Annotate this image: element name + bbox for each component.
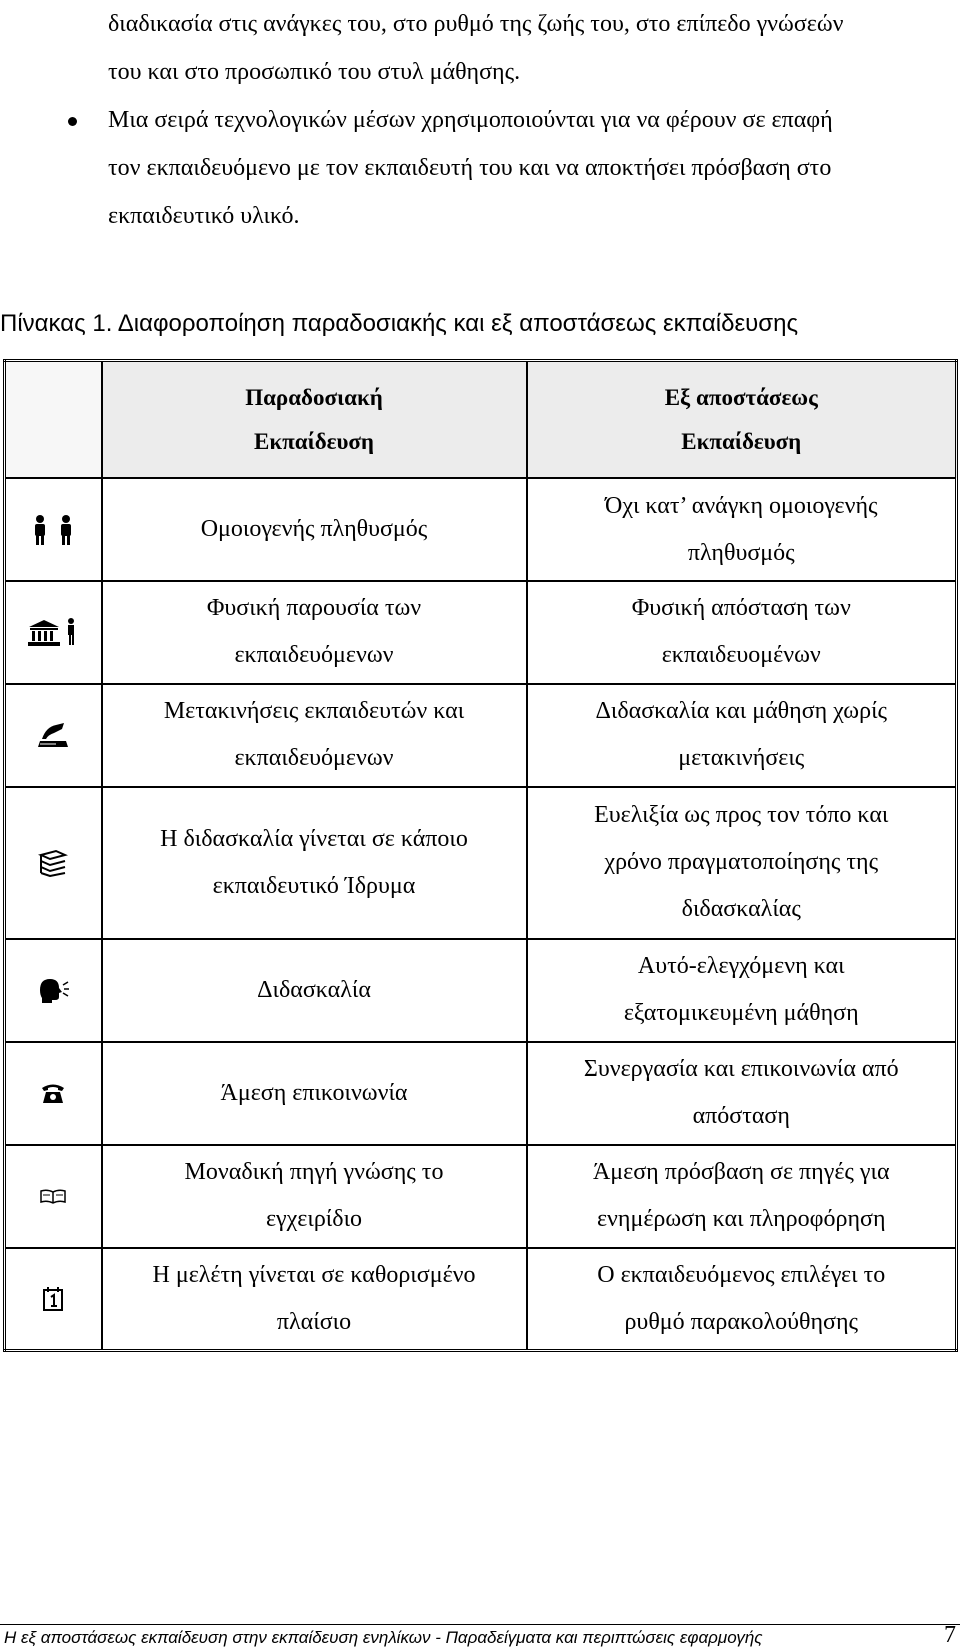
intro-line: του και στο προσωπικό του στυλ μάθησης.	[108, 59, 521, 85]
cell-text: Όχι κατ’ ανάγκη ομοιογενής	[604, 492, 878, 519]
row-icon-cell	[5, 1042, 102, 1145]
distance-cell	[527, 684, 957, 787]
intro-paragraph	[108, 0, 928, 96]
row-icon-cell	[5, 1145, 102, 1248]
cell-text: Ο εκπαιδευόμενος επιλέγει το	[597, 1261, 886, 1288]
cell-text: Αυτό-ελεγχόμενη και	[637, 953, 845, 980]
two-people-icon	[6, 514, 101, 546]
distance-cell	[527, 939, 957, 1042]
cell-text: απόσταση	[692, 1103, 790, 1130]
cell-text: Άμεση πρόσβαση σε πηγές για	[592, 1159, 890, 1186]
header-distance	[527, 361, 957, 479]
bullet-line: Μια σειρά τεχνολογικών μέσων χρησιμοποιούνται για να φέρουν σε επαφή	[108, 107, 833, 133]
traditional-cell	[102, 939, 527, 1042]
writing-hand-icon	[6, 721, 101, 749]
distance-cell	[527, 1145, 957, 1248]
table-row	[5, 787, 957, 939]
cell-text: Μετακινήσεις εκπαιδευτών και	[163, 698, 465, 725]
distance-cell	[527, 1248, 957, 1351]
traditional-cell	[102, 581, 527, 684]
cell-text: εξατομικευμένη μάθηση	[623, 1000, 859, 1027]
bullet-dot-icon	[68, 117, 77, 126]
header-traditional	[102, 361, 527, 479]
cell-text: ενημέρωση και πληροφόρηση	[596, 1206, 886, 1233]
row-icon-cell	[5, 787, 102, 939]
intro-line: διαδικασία στις ανάγκες του, στο ρυθμό της ζωής του, στο επίπεδο γνώσεών	[108, 11, 844, 37]
bullet-line: εκπαιδευτικό υλικό.	[108, 203, 300, 229]
traditional-cell	[102, 1042, 527, 1145]
books-icon	[6, 849, 101, 877]
page-number: 7	[944, 1622, 956, 1648]
table-caption: Πίνακας 1. Διαφοροποίηση παραδοσιακής και εξ αποστάσεως εκπαίδευσης	[0, 310, 799, 337]
cell-text: ρυθμό παρακολούθησης	[624, 1308, 859, 1335]
cell-text: εκπαιδευόμενων	[234, 745, 394, 772]
traditional-cell	[102, 1248, 527, 1351]
row-icon-cell	[5, 1248, 102, 1351]
cell-text: εκπαιδευόμενων	[234, 642, 394, 669]
bullet-item	[108, 96, 928, 240]
cell-text: Διδασκαλία και μάθηση χωρίς	[595, 698, 888, 725]
cell-text: μετακινήσεις	[678, 745, 805, 772]
table-row	[5, 1042, 957, 1145]
cell-text: Φυσική απόσταση των	[631, 595, 851, 622]
running-footer-title: Η εξ αποστάσεως εκπαίδευση στην εκπαίδευση ενηλίκων - Παραδείγματα και περιπτώσεις εφαρμογής	[4, 1628, 763, 1647]
comparison-table	[3, 359, 958, 1352]
row-icon-cell	[5, 939, 102, 1042]
cell-text: Φυσική παρουσία των	[206, 595, 422, 622]
cell-text: χρόνο πραγματοποίησης της	[604, 849, 879, 876]
traditional-cell	[102, 787, 527, 939]
cell-text: εγχειρίδιο	[265, 1206, 363, 1233]
distance-cell	[527, 787, 957, 939]
traditional-cell	[102, 684, 527, 787]
footer-divider	[0, 1624, 960, 1625]
telephone-icon	[6, 1081, 101, 1105]
table-row	[5, 1248, 957, 1351]
header-blank-cell	[5, 361, 102, 479]
cell-text: Συνεργασία και επικοινωνία από	[583, 1056, 899, 1083]
calendar-icon	[6, 1286, 101, 1312]
cell-text: Ευελιξία ως προς τον τόπο και	[594, 802, 889, 829]
row-icon-cell	[5, 581, 102, 684]
cell-text: Άμεση επικοινωνία	[220, 1079, 408, 1106]
header-text: Παραδοσιακή	[245, 384, 383, 410]
cell-text: πλαίσιο	[276, 1308, 352, 1335]
cell-text: πληθυσμός	[687, 539, 795, 566]
cell-text: Ομοιογενής πληθυσμός	[200, 516, 428, 543]
table-row	[5, 939, 957, 1042]
open-book-icon	[6, 1187, 101, 1205]
bullet-line: τον εκπαιδευόμενο με τον εκπαιδευτή του και να αποκτήσει πρόσβαση στο	[108, 155, 832, 181]
table-header-row	[5, 361, 957, 479]
cell-text: Μοναδική πηγή γνώσης το	[184, 1159, 444, 1186]
speaking-head-icon	[6, 976, 101, 1004]
distance-cell	[527, 581, 957, 684]
building-person-icon	[6, 617, 101, 647]
traditional-cell	[102, 478, 527, 581]
header-text: Εκπαίδευση	[681, 428, 802, 454]
distance-cell	[527, 478, 957, 581]
row-icon-cell	[5, 684, 102, 787]
table-row	[5, 478, 957, 581]
distance-cell	[527, 1042, 957, 1145]
table-row	[5, 684, 957, 787]
header-text: Εκπαίδευση	[254, 428, 374, 454]
cell-text: εκπαιδευομένων	[661, 642, 821, 669]
table-row	[5, 1145, 957, 1248]
cell-text: εκπαιδευτικό Ίδρυμα	[212, 872, 416, 899]
header-text: Εξ αποστάσεως	[664, 384, 818, 410]
cell-text: Η μελέτη γίνεται σε καθορισμένο	[152, 1261, 476, 1288]
traditional-cell	[102, 1145, 527, 1248]
table-row	[5, 581, 957, 684]
cell-text: Διδασκαλία	[257, 976, 371, 1003]
row-icon-cell	[5, 478, 102, 581]
cell-text: Η διδασκαλία γίνεται σε κάποιο	[160, 825, 468, 852]
cell-text: διδασκαλίας	[681, 896, 801, 923]
